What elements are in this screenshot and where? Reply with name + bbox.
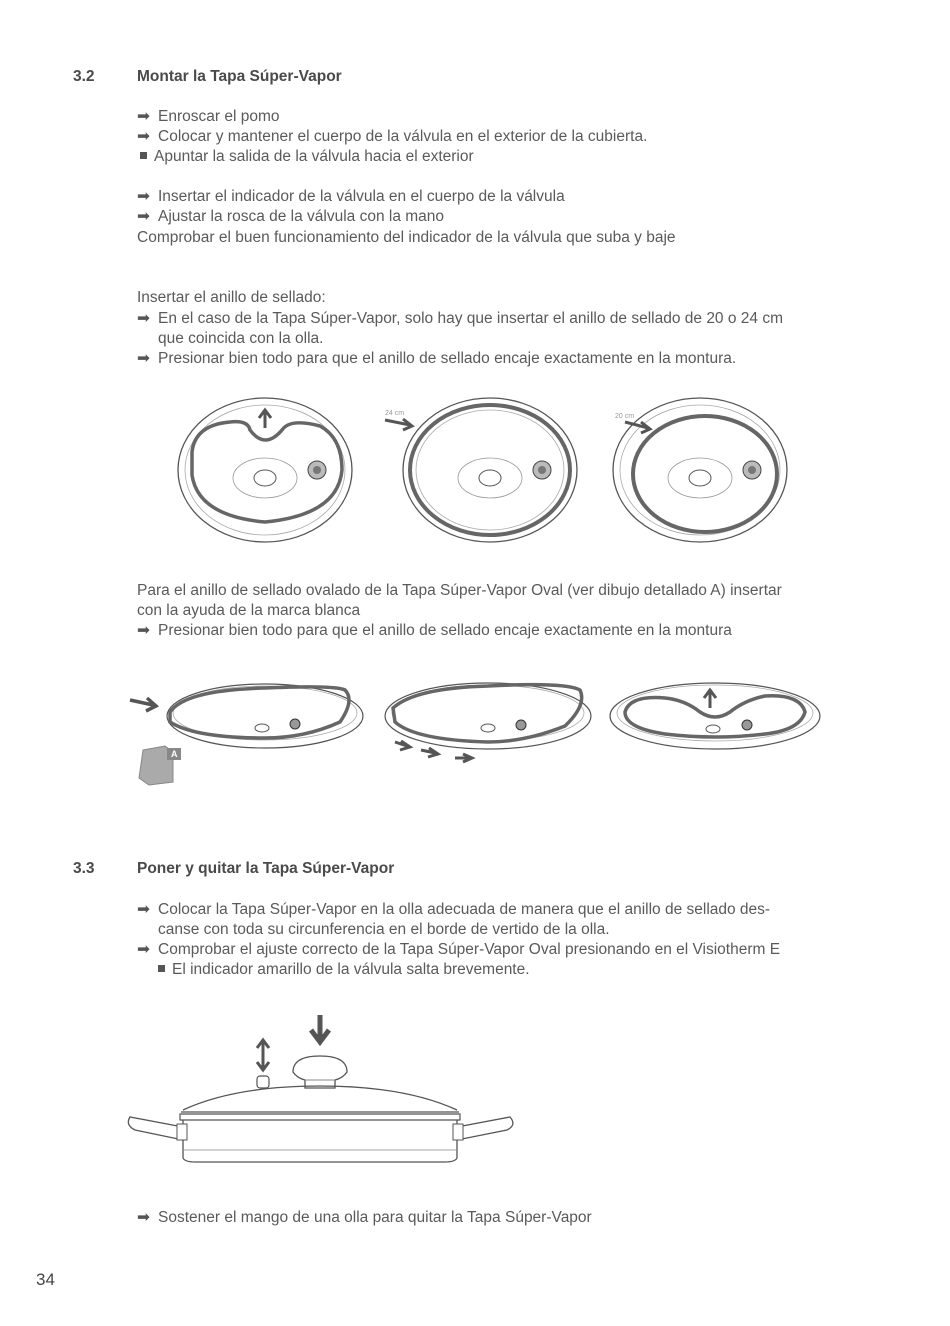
size-label-20: 20 cm (615, 413, 635, 420)
instruction-line: ➡ Sostener el mango de una olla para quitar la Tapa Súper-Vapor (137, 1209, 592, 1226)
instruction-line: ➡ Enroscar el pomo (137, 108, 280, 125)
instruction-line: ➡ Presionar bien todo para que el anillo de sellado encaje exactamente en la montura (137, 622, 732, 639)
section-number: 3.3 (73, 860, 95, 877)
pot-with-lid-illustration (125, 1010, 520, 1170)
instruction-line: ➡ Colocar la Tapa Súper-Vapor en la olla adecuada de manera que el anillo de sellado des- (137, 901, 771, 918)
arrow-bullet-icon: ➡ (137, 188, 150, 205)
size-label-24: 24 cm (385, 410, 405, 417)
arrow-bullet-icon: ➡ (137, 901, 150, 918)
instruction-continuation: que coincida con la olla. (158, 330, 324, 347)
oval-lid-1-drawing (130, 684, 363, 785)
instruction-line: con la ayuda de la marca blanca (137, 602, 361, 619)
instruction-intro: Insertar el anillo de sellado: (137, 289, 326, 306)
instruction-line: ➡ Ajustar la rosca de la válvula con la mano (137, 208, 445, 225)
round-lid-24cm-drawing (385, 398, 577, 542)
arrow-bullet-icon: ➡ (137, 310, 150, 327)
instruction-continuation: canse con toda su circunferencia en el borde de vertido de la olla. (158, 921, 610, 938)
press-down-arrow-icon (311, 1015, 329, 1042)
detail-label-a: A (171, 749, 178, 759)
arrow-bullet-icon: ➡ (137, 941, 150, 958)
instruction-line: ➡ En el caso de la Tapa Súper-Vapor, solo hay que insertar el anillo de sellado de 20 o 24 cm (137, 310, 783, 327)
arrow-bullet-icon: ➡ (137, 128, 150, 145)
section-number: 3.2 (73, 68, 95, 85)
round-lid-20cm-drawing (613, 398, 787, 542)
instruction-note: Comprobar el buen funcionamiento del indicador de la válvula que suba y baje (137, 229, 676, 246)
instruction-line: Apuntar la salida de la válvula hacia el exterior (137, 147, 474, 167)
arrow-bullet-icon: ➡ (137, 1209, 150, 1226)
instruction-line: Para el anillo de sellado ovalado de la Tapa Súper-Vapor Oval (ver dibujo detallado A) insertar (137, 582, 782, 599)
instruction-subitem: El indicador amarillo de la válvula salta brevemente. (137, 960, 530, 980)
arrow-bullet-icon: ➡ (137, 622, 150, 639)
arrow-bullet-icon: ➡ (137, 208, 150, 225)
instruction-line: ➡ Colocar y mantener el cuerpo de la válvula en el exterior de la cubierta. (137, 128, 648, 145)
instruction-line: ➡ Comprobar el ajuste correcto de la Tapa Súper-Vapor Oval presionando en el Visiotherm E (137, 941, 781, 958)
section-title: Poner y quitar la Tapa Súper-Vapor (137, 860, 395, 877)
sealing-ring-round-lids-illustration (170, 390, 850, 550)
page-number: 34 (36, 1270, 55, 1289)
round-lid-1-drawing (178, 398, 352, 542)
oval-lid-2-drawing (385, 683, 591, 762)
arrow-bullet-icon: ➡ (137, 350, 150, 367)
arrow-bullet-icon: ➡ (137, 108, 150, 125)
up-down-arrow-icon (257, 1040, 269, 1070)
section-title: Montar la Tapa Súper-Vapor (137, 68, 342, 85)
instruction-line: ➡ Insertar el indicador de la válvula en el cuerpo de la válvula (137, 188, 565, 205)
oval-lid-3-drawing (610, 683, 820, 749)
square-bullet-icon (140, 152, 147, 159)
square-bullet-icon (158, 965, 165, 972)
instruction-line: ➡ Presionar bien todo para que el anillo de sellado encaje exactamente en la montura. (137, 350, 737, 367)
sealing-ring-oval-lids-illustration (125, 660, 830, 820)
